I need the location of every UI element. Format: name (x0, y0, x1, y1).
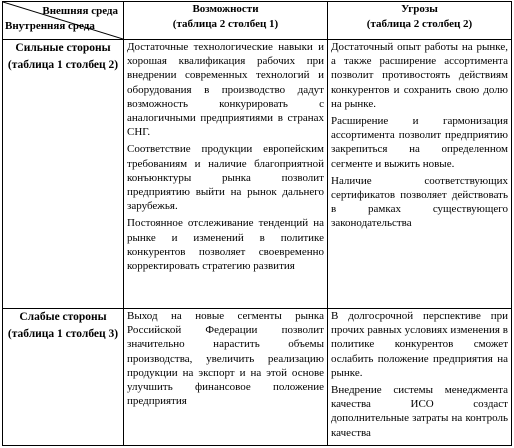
weaknesses-title: Слабые стороны (19, 311, 107, 323)
st-paragraph: Достаточный опыт работы на рынке, а также расширение ассортимента позволит противостоять действиям конкурентов и сохранить свою долю на рынке. (331, 41, 508, 110)
weaknesses-threats-cell (328, 309, 512, 446)
so-paragraph: Соответствие продукции европейским требованиям и наличие благоприятной конъюнктуры рынка позволит предприятию выйти на рынок дальнего зарубежья. (127, 143, 324, 213)
strengths-threats-cell (328, 40, 512, 309)
threats-header (328, 2, 512, 40)
strengths-subtitle: (таблица 1 столбец 2) (7, 59, 119, 71)
strengths-title: Сильные стороны (15, 42, 111, 54)
swot-matrix-table (2, 1, 512, 446)
threats-title: Угрозы (401, 3, 438, 15)
so-paragraph: Постоянное отслеживание тенденций на рынке и изменений в политике конкурентов позволяет своевременно корректировать стратегию развития (127, 217, 324, 273)
weaknesses-row (3, 309, 512, 446)
internal-environment-label: Внутренняя среда (5, 19, 95, 32)
threats-subtitle: (таблица 2 столбец 2) (366, 18, 473, 30)
st-paragraph: Наличие соответствующих сертификатов позволяет действовать в рамках существующего законодательства (331, 174, 508, 230)
weaknesses-subtitle: (таблица 1 столбец 3) (7, 328, 119, 340)
wo-paragraph: Выход на новые сегменты рынка Российской Федерации позволит значительно нарастить объемы производства, увеличить реализацию продукции на экспорт и на этой основе улучшить финансовое положение предприятия (127, 310, 324, 408)
opportunities-header (124, 2, 328, 40)
weaknesses-header (3, 309, 124, 446)
opportunities-title: Возможности (192, 3, 259, 15)
st-paragraph: Расширение и гармонизация ассортимента позволит предприятию закрепиться на определенном сегменте и выжить новые. (331, 115, 508, 170)
wt-paragraph: Внедрение системы менеджмента качества ИСО создаст дополнительные затраты на контроль качества (331, 384, 508, 439)
corner-header-cell (3, 2, 124, 40)
opportunities-subtitle: (таблица 2 столбец 1) (172, 18, 279, 30)
header-row (3, 2, 512, 40)
strengths-header (3, 40, 124, 309)
strengths-opportunities-cell (124, 40, 328, 309)
strengths-row (3, 40, 512, 309)
so-paragraph: Достаточные технологические навыки и хорошая квалификация рабочих при внедрении современных технологий и оборудования в производство дадут возможность конкурировать с аналогичными предприятиями в странах СНГ. (127, 41, 324, 139)
weaknesses-opportunities-cell (124, 309, 328, 446)
external-environment-label: Внешняя среда (42, 5, 118, 17)
wt-paragraph: В долгосрочной перспективе при прочих равных условиях изменения в политике конкурентов сможет ослабить положение предприятия на рынке. (331, 310, 508, 379)
